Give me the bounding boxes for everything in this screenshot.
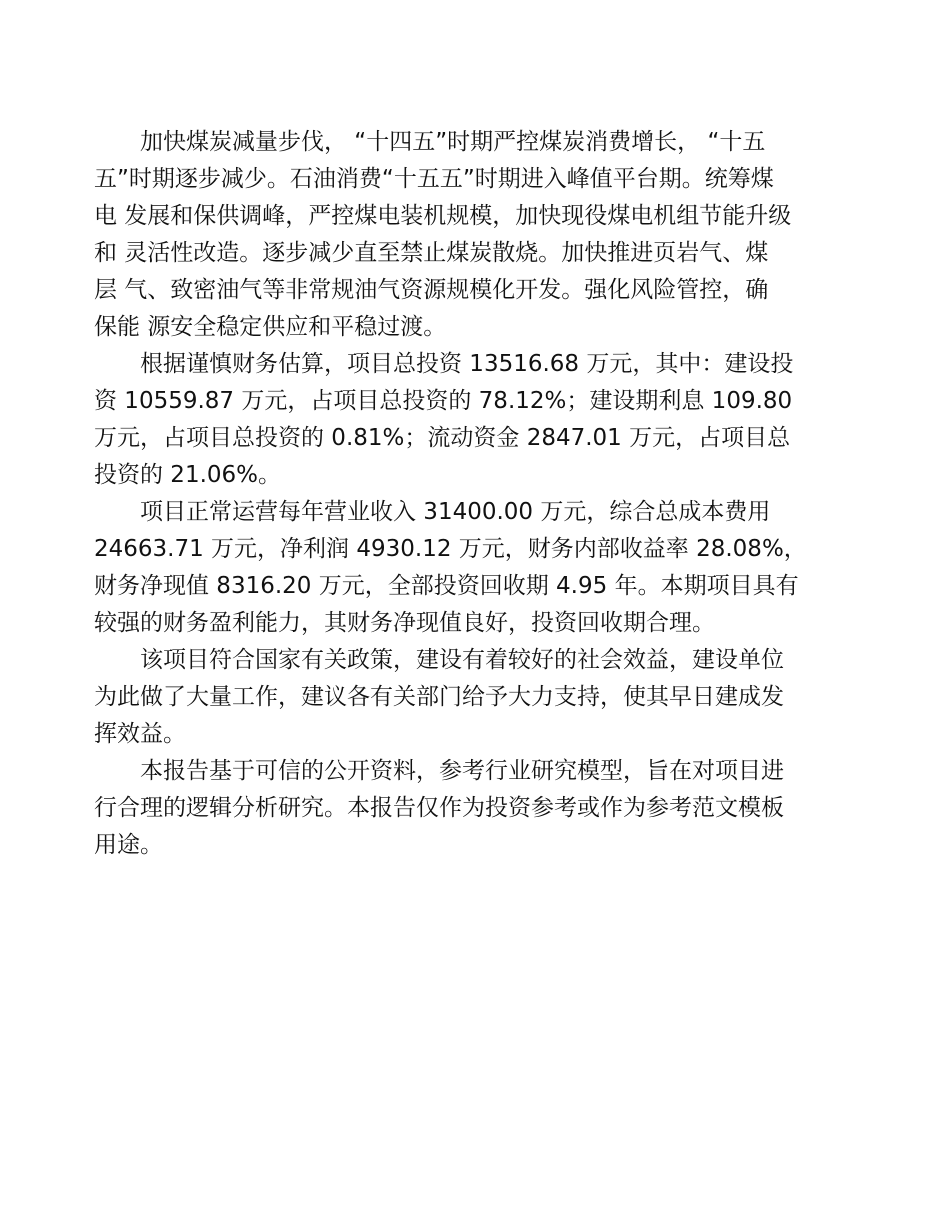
paragraph-report-disclaimer — [94, 753, 856, 864]
text-line: 本报告基于可信的公开资料，参考行业研究模型，旨在对项目进 — [140, 758, 784, 784]
text-line: 五”时期逐步减少。石油消费“十五五”时期进入峰值平台期。统筹煤 — [94, 166, 774, 192]
text-line: 用途。 — [94, 832, 163, 858]
text-line: 和 灵活性改造。逐步减少直至禁止煤炭散烧。加快推进页岩气、煤 — [94, 240, 769, 266]
text-line: 行合理的逻辑分析研究。本报告仅作为投资参考或作为参考范文模板 — [94, 795, 784, 821]
text-line: 较强的财务盈利能力，其财务净现值良好，投资回收期合理。 — [94, 610, 715, 636]
text-line: 财务净现值 8316.20 万元，全部投资回收期 4.95 年。本期项目具有 — [94, 573, 799, 599]
text-line: 为此做了大量工作，建议各有关部门给予大力支持，使其早日建成发 — [94, 684, 784, 710]
paragraph-investment-estimate — [94, 346, 856, 494]
text-line: 加快煤炭减量步伐， “十四五”时期严控煤炭消费增长， “十五 — [140, 129, 766, 155]
text-line: 电 发展和保供调峰，严控煤电装机规模，加快现役煤电机组节能升级 — [94, 203, 792, 229]
paragraph-coal-reduction — [94, 124, 856, 346]
text-line: 该项目符合国家有关政策，建设有着较好的社会效益，建设单位 — [140, 647, 784, 673]
paragraph-operating-revenue — [94, 494, 856, 642]
document-body — [94, 124, 856, 864]
text-line: 投资的 21.06%。 — [94, 462, 282, 488]
text-line: 万元，占项目总投资的 0.81%；流动资金 2847.01 万元，占项目总 — [94, 425, 791, 451]
text-line: 资 10559.87 万元，占项目总投资的 78.12%；建设期利息 109.80 — [94, 388, 793, 414]
text-line: 保能 源安全稳定供应和平稳过渡。 — [94, 314, 447, 340]
text-line: 项目正常运营每年营业收入 31400.00 万元，综合总成本费用 — [140, 499, 771, 525]
text-line: 根据谨慎财务估算，项目总投资 13516.68 万元，其中：建设投 — [140, 351, 794, 377]
paragraph-policy-compliance — [94, 642, 856, 753]
text-line: 层 气、致密油气等非常规油气资源规模化开发。强化风险管控，确 — [94, 277, 769, 303]
text-line: 挥效益。 — [94, 721, 186, 747]
text-line: 24663.71 万元，净利润 4930.12 万元，财务内部收益率 28.08%， — [94, 536, 807, 562]
